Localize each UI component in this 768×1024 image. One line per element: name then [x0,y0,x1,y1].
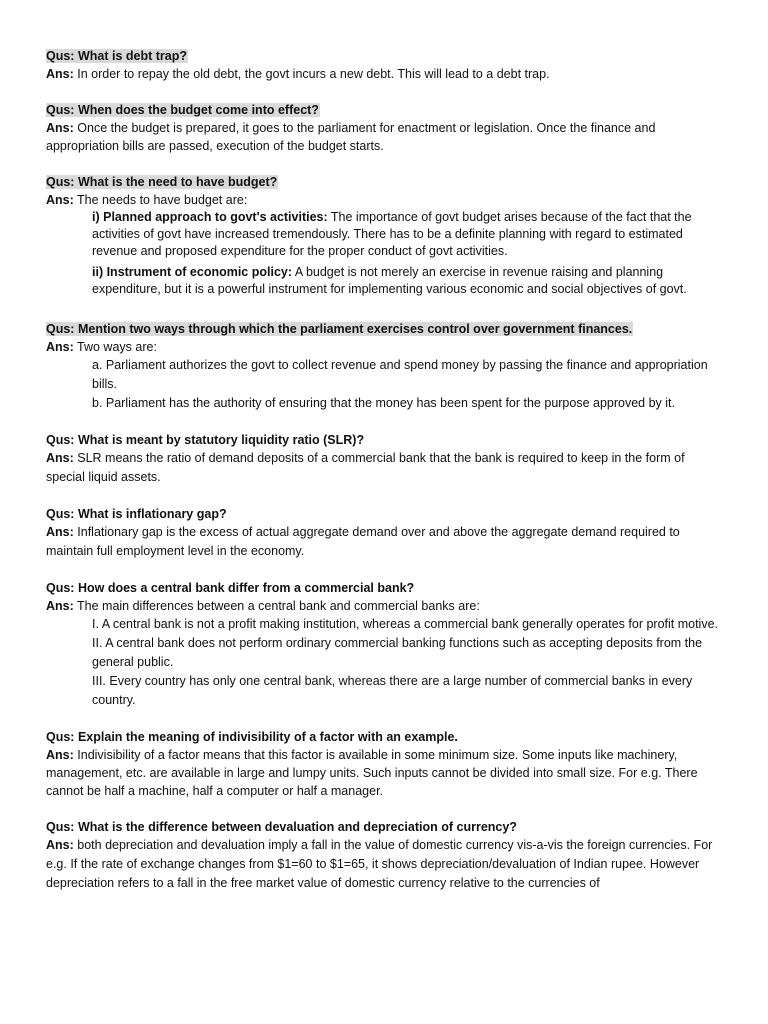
document-page [46,47,726,893]
answer-label: Ans: [46,599,74,613]
question-label: Qus: [46,322,75,336]
answer-label: Ans: [46,340,74,354]
answer-text: both depreciation and devaluation imply a fall in the value of domestic currency vis-a-vis the foreign currencies. For e.g. If the rate of exchange changes from $1=60 to $1=65, it shows depreciation/devaluation of Indian rupee. However depreciation refers to a fall in the free market value of domestic currency relative to the currencies of [46,838,713,890]
question-text: When does the budget come into effect? [77,103,319,117]
answer [46,449,726,487]
answer [46,597,726,615]
question-text: What is debt trap? [77,49,187,63]
answer-text: Indivisibility of a factor means that this factor is available in some minimum size. Some inputs like machinery, management, etc. are available in large and lumpy units. Such inputs cannot be divided into small size. For e.g. There cannot be half a machine, half a computer or half a manager. [46,748,698,798]
question-text: Mention two ways through which the parliament exercises control over government finances. [77,322,633,336]
sub-point [92,264,726,298]
question [46,505,726,523]
answer [46,338,726,356]
question-label: Qus: [46,581,75,595]
question [46,818,726,836]
qa-block [46,320,726,413]
answer-label: Ans: [46,121,74,135]
answer-text: Two ways are: [77,340,157,354]
qa-block [46,818,726,893]
question-label: Qus: [46,507,75,521]
answer [46,523,726,561]
question-label: Qus: [46,820,75,834]
qa-block [46,579,726,710]
answer-label: Ans: [46,748,74,762]
sub-point-text: The importance of govt budget arises because of the fact that the activities of govt have increased tremendously. There has to be a definite planning with regard to estimated revenue and proposed expenditure for the proper conduct of govt activities. [92,210,692,258]
qa-block [46,728,726,800]
question [46,173,726,191]
question-text: Explain the meaning of indivisibility of a factor with an example. [77,730,458,744]
question [46,431,726,449]
question [46,579,726,597]
answer-label: Ans: [46,193,74,207]
question-label: Qus: [46,433,75,447]
answer-text: Once the budget is prepared, it goes to the parliament for enactment or legislation. Once the finance and appropriation bills are passed, execution of the budget starts. [46,121,656,153]
answer [46,836,726,893]
answer [46,746,726,800]
answer-label: Ans: [46,525,74,539]
list-item: II. A central bank does not perform ordinary commercial banking functions such as accepting deposits from the general public. [92,636,703,669]
qa-block [46,173,726,298]
question-label: Qus: [46,730,75,744]
answer [46,65,726,83]
question-text: What is the need to have budget? [77,175,278,189]
qa-block [46,505,726,561]
question-text: How does a central bank differ from a commercial bank? [77,581,415,595]
answer-text: The main differences between a central bank and commercial banks are: [77,599,480,613]
question [46,320,726,338]
qa-block [46,47,726,83]
question-label: Qus: [46,49,75,63]
sub-point [92,209,726,260]
question [46,728,726,746]
answer-text: In order to repay the old debt, the govt incurs a new debt. This will lead to a debt trap. [77,67,550,81]
answer [46,119,726,155]
question-text: What is inflationary gap? [77,507,227,521]
sub-point-title: i) Planned approach to govt's activities: [92,210,328,224]
sub-point-text: A budget is not merely an exercise in revenue raising and planning expenditure, but it is a powerful instrument for implementing various economic and social objectives of govt. [92,265,687,296]
answer-label: Ans: [46,451,74,465]
list-item: III. Every country has only one central bank, whereas there are a large number of commercial banks in every country. [92,674,693,707]
answer-text: Inflationary gap is the excess of actual aggregate demand over and above the aggregate demand required to maintain full employment level in the economy. [46,525,680,558]
question-text: What is meant by statutory liquidity ratio (SLR)? [77,433,365,447]
sub-point-title: ii) Instrument of economic policy: [92,265,293,279]
question [46,47,726,65]
answer-text: SLR means the ratio of demand deposits of a commercial bank that the bank is required to keep in the form of special liquid assets. [46,451,685,484]
list-item: a. Parliament authorizes the govt to collect revenue and spend money by passing the finance and appropriation bills. [92,358,708,391]
question-label: Qus: [46,175,75,189]
question-text: What is the difference between devaluation and depreciation of currency? [77,820,517,834]
answer-text: The needs to have budget are: [77,193,248,207]
question [46,101,726,119]
answer-label: Ans: [46,67,74,81]
question-label: Qus: [46,103,75,117]
answer-label: Ans: [46,838,74,852]
list-item: b. Parliament has the authority of ensuring that the money has been spent for the purpose approved by it. [92,396,676,410]
qa-block [46,431,726,487]
answer [46,191,726,209]
list-item: I. A central bank is not a profit making institution, whereas a commercial bank generally operates for profit motive. [92,617,719,631]
qa-block [46,101,726,155]
